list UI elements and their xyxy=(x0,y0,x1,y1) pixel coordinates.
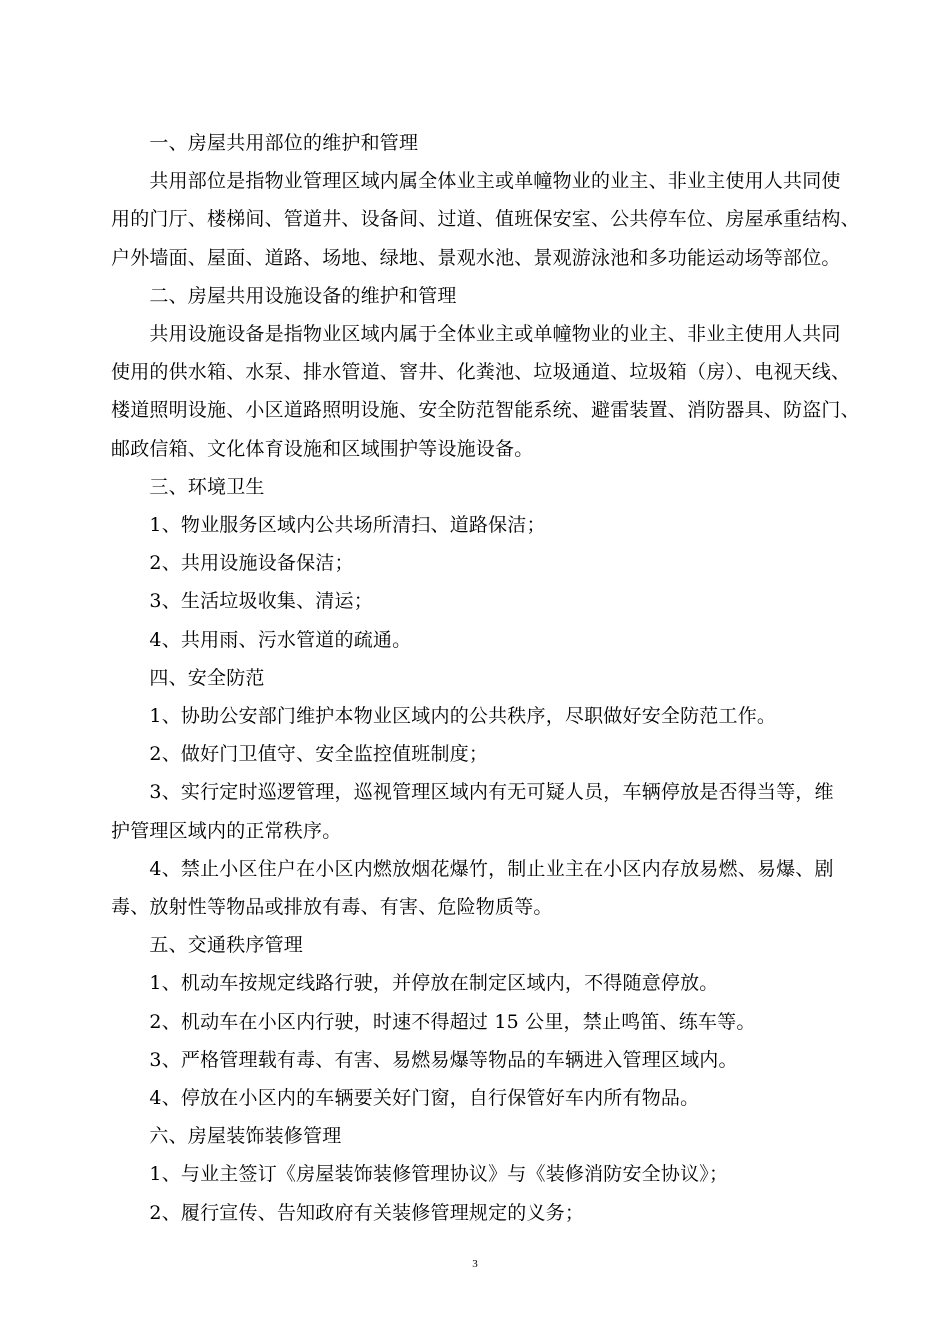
text-line: 一、房屋共用部位的维护和管理 xyxy=(111,132,419,154)
text-line: 4、停放在小区内的车辆要关好门窗，自行保管好车内所有物品。 xyxy=(111,1087,700,1110)
paragraph xyxy=(111,544,851,582)
text-line: 使用的供水箱、水泵、排水管道、窨井、化粪池、垃圾通道、垃圾箱（房）、电视天线、 xyxy=(111,361,851,384)
paragraph xyxy=(111,926,851,964)
paragraph xyxy=(111,1117,851,1155)
text-line: 户外墙面、屋面、道路、场地、绿地、景观水池、景观游泳池和多功能运动场等部位。 xyxy=(111,246,841,269)
paragraph xyxy=(111,964,851,1002)
text-line: 2、履行宣传、告知政府有关装修管理规定的义务； xyxy=(111,1201,585,1224)
text-line: 三、环境卫生 xyxy=(111,475,265,498)
paragraph xyxy=(111,1194,851,1232)
text-line: 1、与业主签订《房屋装饰装修管理协议》与《装修消防安全协议》； xyxy=(111,1163,729,1186)
text-line: 用的门厅、楼梯间、管道井、设备间、过道、值班保安室、公共停车位、房屋承重结构、 xyxy=(111,208,860,231)
text-line: 1、物业服务区域内公共场所清扫、道路保洁； xyxy=(111,514,546,537)
text-line: 护管理区域内的正常秩序。 xyxy=(111,819,342,842)
text-line: 2、做好门卫值守、安全监控值班制度； xyxy=(111,743,489,766)
text-line: 1、机动车按规定线路行驶，并停放在制定区域内，不得随意停放。 xyxy=(111,972,719,995)
text-line: 3、实行定时巡逻管理，巡视管理区域内有无可疑人员，车辆停放是否得当等，维 xyxy=(111,781,834,804)
text-line: 毒、放射性等物品或排放有毒、有害、危险物质等。 xyxy=(111,896,553,919)
text-line: 2、机动车在小区内行驶，时速不得超过 15 公里，禁止鸣笛、练车等。 xyxy=(111,1010,756,1033)
paragraph xyxy=(111,1079,851,1117)
document-body xyxy=(111,124,860,1232)
paragraph xyxy=(111,697,851,735)
text-line: 五、交通秩序管理 xyxy=(111,934,304,957)
paragraph xyxy=(111,735,851,773)
paragraph xyxy=(111,1041,851,1079)
text-line: 4、禁止小区住户在小区内燃放烟花爆竹，制止业主在小区内存放易燃、易爆、剧 xyxy=(111,857,834,880)
paragraph xyxy=(111,162,860,277)
paragraph xyxy=(111,468,851,506)
text-line: 六、房屋装饰装修管理 xyxy=(111,1125,342,1148)
paragraph xyxy=(111,659,851,697)
text-line: 楼道照明设施、小区道路照明设施、安全防范智能系统、避雷装置、消防器具、防盗门、 xyxy=(111,399,860,422)
paragraph xyxy=(111,621,851,659)
paragraph xyxy=(111,506,851,544)
text-line: 共用设施设备是指物业区域内属于全体业主或单幢物业的业主、非业主使用人共同 xyxy=(111,323,841,346)
paragraph xyxy=(111,850,851,926)
paragraph xyxy=(111,277,851,315)
paragraph xyxy=(111,1003,851,1041)
paragraph xyxy=(111,582,851,620)
text-line: 1、协助公安部门维护本物业区域内的公共秩序，尽职做好安全防范工作。 xyxy=(111,705,777,728)
text-line: 3、严格管理载有毒、有害、易燃易爆等物品的车辆进入管理区域内。 xyxy=(111,1048,738,1071)
text-line: 共用部位是指物业管理区域内属全体业主或单幢物业的业主、非业主使用人共同使 xyxy=(111,170,841,193)
text-line: 3、生活垃圾收集、清运； xyxy=(111,590,373,613)
paragraph xyxy=(111,773,851,849)
text-line: 2、共用设施设备保洁； xyxy=(111,552,354,575)
page-number: 3 xyxy=(472,1258,478,1270)
text-line: 4、共用雨、污水管道的疏通。 xyxy=(111,628,412,651)
paragraph xyxy=(111,1155,851,1193)
paragraph xyxy=(111,124,851,162)
text-line: 二、房屋共用设施设备的维护和管理 xyxy=(111,284,457,307)
paragraph xyxy=(111,315,860,468)
text-line: 四、安全防范 xyxy=(111,666,265,689)
text-line: 邮政信箱、文化体育设施和区域围护等设施设备。 xyxy=(111,437,534,460)
